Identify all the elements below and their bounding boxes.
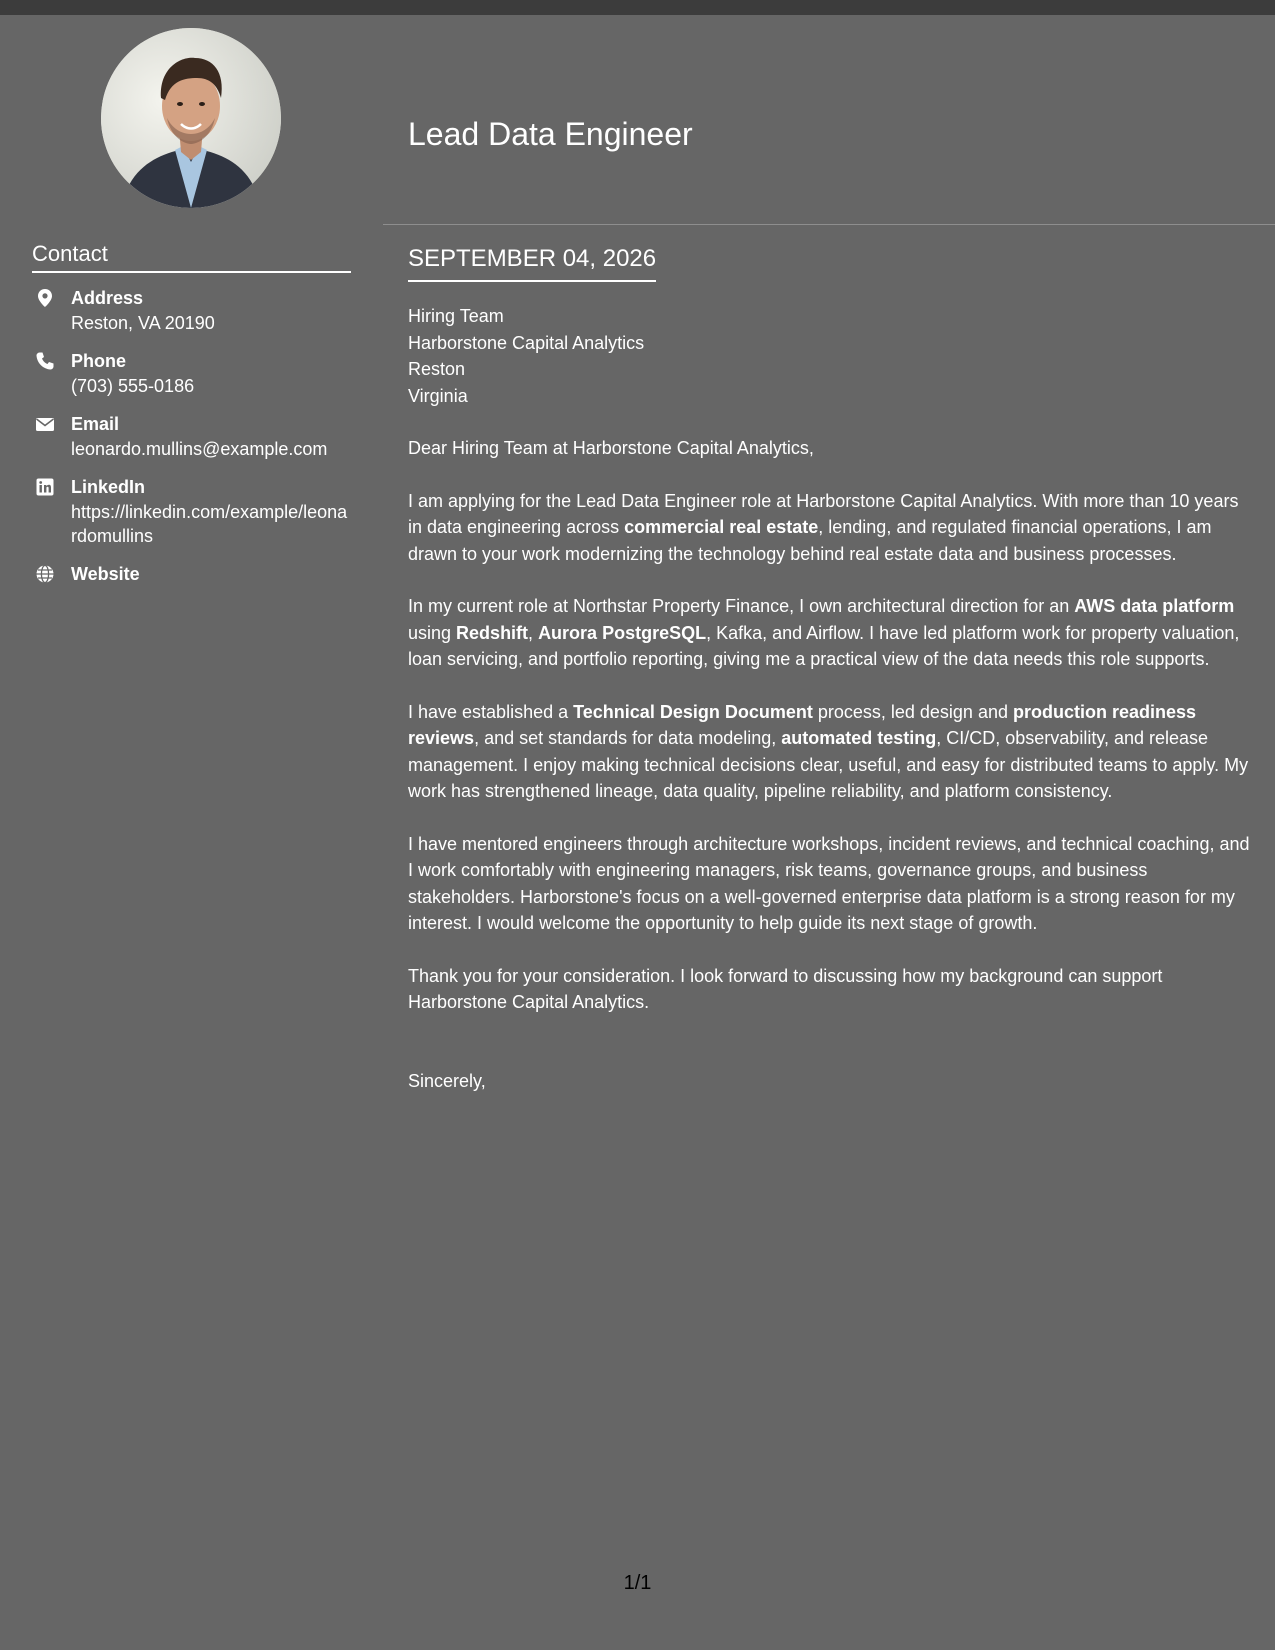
top-bar [0,0,1275,15]
paragraph-text: I have mentored engineers through architecture workshops, incident reviews, and technical coaching, and I work comfortably with engineering managers, risk teams, governance groups, and business stakeholders. Harborstone's focus on a well-governed enterprise data platform is a strong reason for my interest. I would welcome the opportunity to help guide its next stage of growth. [408,833,1250,933]
emphasis-text: Redshift [456,622,529,643]
letter-paragraphs [408,488,1253,1016]
contact-address [32,286,352,335]
email-label: Email [71,414,120,434]
letter-paragraph [408,593,1253,673]
linkedin-label: LinkedIn [71,477,146,497]
paragraph-text: I have established a [408,701,574,722]
paragraph-text: I am applying for the Lead Data Engineer role at Harborstone Capital Analytics. With more than 10 years in data engineering across [408,490,1239,537]
paragraph-text: In my current role at Northstar Property Finance, I own architectural direction for an [408,596,1075,616]
linkedin-value[interactable]: https://linkedin.com/example/leonardomullins [71,502,348,546]
paragraph-text: Thank you for your consideration. I look forward to discussing how my background can support Harborstone Capital Analytics. [408,965,1163,1012]
paragraph-text: process, led design and [812,701,1013,722]
emphasis-text: AWS data platform [1074,596,1235,616]
header-divider [383,224,1275,225]
paragraph-text: using [408,622,457,643]
emphasis-text: production readiness reviews [408,701,1197,748]
emphasis-text: Technical Design Document [573,701,813,722]
profile-photo [101,28,281,208]
address-label: Address [71,288,144,308]
contact-website [32,562,352,587]
globe-icon [35,564,55,584]
phone-label: Phone [71,351,127,371]
letter-paragraph [408,831,1253,937]
emphasis-text: automated testing [781,728,937,748]
sidebar [0,15,383,1650]
avatar [101,28,281,208]
website-label: Website [71,564,140,584]
paragraph-text: , Kafka, and Airflow. I have led platform work for property valuation, loan servicing, and portfolio reporting, giving me a practical view of the data needs this role supports. [408,622,1240,669]
resume-page [0,15,1275,1650]
recipient-line: Virginia [408,385,468,406]
letter-paragraph [408,488,1253,568]
job-title: Lead Data Engineer [408,116,693,153]
signoff: Sincerely, [408,1070,486,1091]
recipient-line: Hiring Team [408,306,504,326]
linkedin-icon [35,477,55,497]
salutation: Dear Hiring Team at Harborstone Capital Analytics, [408,438,814,458]
contact-email [32,412,352,461]
map-pin-icon [35,288,55,308]
emphasis-text: commercial real estate [624,517,819,537]
phone-icon [35,351,55,371]
envelope-icon [35,414,55,434]
paragraph-text: , and set standards for data modeling, [474,728,782,748]
page-number: 1/1 [623,1572,652,1594]
contact-phone [32,349,352,398]
paragraph-text: , lending, and regulated financial operations, I am drawn to your work modernizing the technology behind real estate data and business processes. [408,517,1212,564]
address-value: Reston, VA 20190 [71,313,215,333]
letter-body [408,303,1253,1094]
letter-paragraph [408,963,1253,1016]
paragraph-text: , [528,622,539,643]
email-value[interactable]: leonardo.mullins@example.com [71,439,328,459]
paragraph-text: , CI/CD, observability, and release management. I enjoy making technical decisions clear, useful, and easy for distributed teams to apply. My work has strengthened lineage, data quality, pipeline reliability, and platform consistency. [408,728,1249,801]
recipient-line: Harborstone Capital Analytics [408,332,645,353]
emphasis-text: Aurora PostgreSQL [538,622,707,643]
letter-date: SEPTEMBER 04, 2026 [408,244,656,282]
phone-value[interactable]: (703) 555-0186 [71,376,195,396]
contact-list [32,286,352,601]
recipient-line: Reston [408,359,466,379]
contact-linkedin [32,475,352,548]
recipient-block [408,303,1253,409]
letter-paragraph [408,699,1253,805]
contact-heading: Contact [32,241,351,273]
